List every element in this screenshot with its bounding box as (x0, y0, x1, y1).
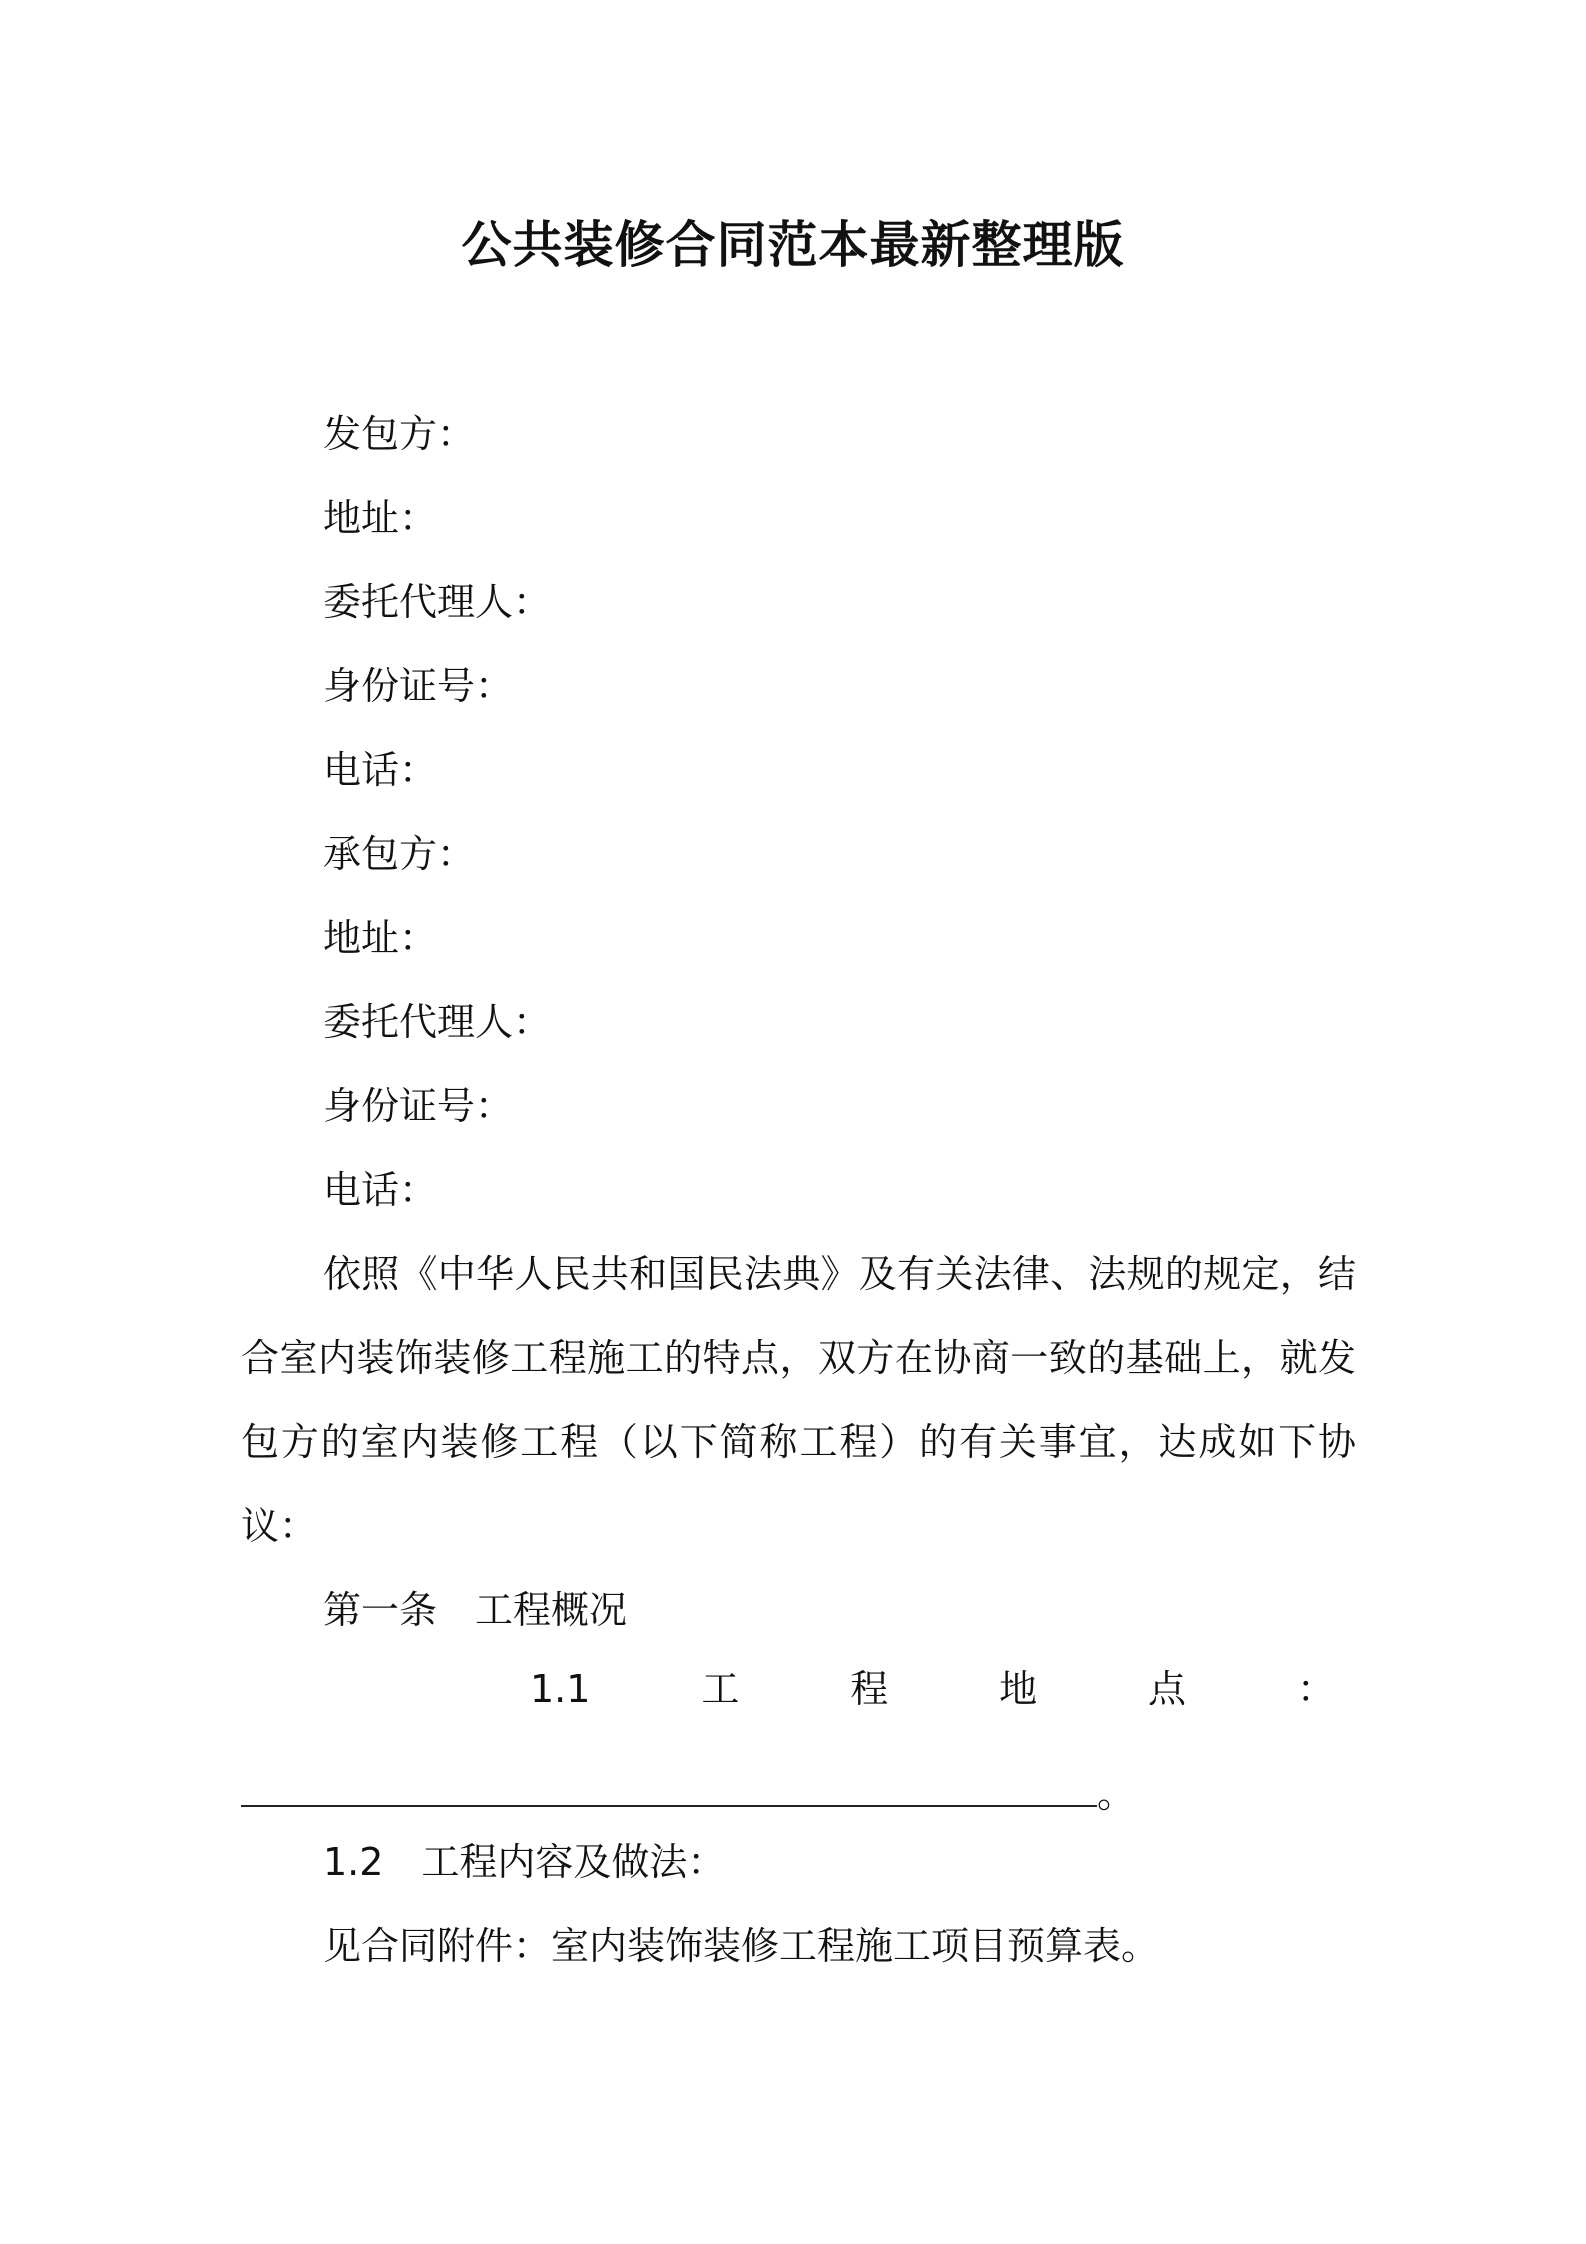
employer-party-label: 发包方： (323, 412, 476, 456)
item-1-1-line (530, 1665, 1335, 1713)
article-1-heading: 第一条 工程概况 (323, 1588, 628, 1632)
contractor-id-label: 身份证号： (323, 1084, 514, 1128)
location-period: 。 (1097, 1772, 1136, 1816)
item-1-1-char: 点 (1148, 1667, 1187, 1711)
contractor-address-label: 地址： (323, 916, 438, 960)
contractor-phone-label: 电话： (323, 1168, 438, 1212)
item-1-1-char: 程 (850, 1667, 889, 1711)
employer-phone-label: 电话： (323, 748, 438, 792)
item-1-1-char: 工 (701, 1667, 740, 1711)
item-1-1-char: ： (1296, 1667, 1335, 1711)
item-1-2-heading: 1.2 工程内容及做法： (323, 1840, 726, 1884)
document-title: 公共装修合同范本最新整理版 (461, 216, 1125, 274)
contractor-agent-label: 委托代理人： (323, 1000, 552, 1044)
item-1-1-number: 1.1 (530, 1667, 591, 1711)
location-blank (241, 1777, 1097, 1807)
employer-address-label: 地址： (323, 496, 438, 540)
item-1-1-char: 地 (999, 1667, 1038, 1711)
employer-id-label: 身份证号： (323, 664, 514, 708)
employer-agent-label: 委托代理人： (323, 580, 552, 624)
contractor-party-label: 承包方： (323, 832, 476, 876)
preamble-paragraph: 依照《中华人民共和国民法典》及有关法律、法规的规定，结合室内装饰装修工程施工的特点，双方在协商一致的基础上，就发包方的室内装修工程（以下简称工程）的有关事宜，达成如下协议： (241, 1252, 1356, 1548)
attachment-note: 见合同附件：室内装饰装修工程施工项目预算表。 (323, 1924, 1160, 1968)
location-blank-line (241, 1770, 1135, 1818)
